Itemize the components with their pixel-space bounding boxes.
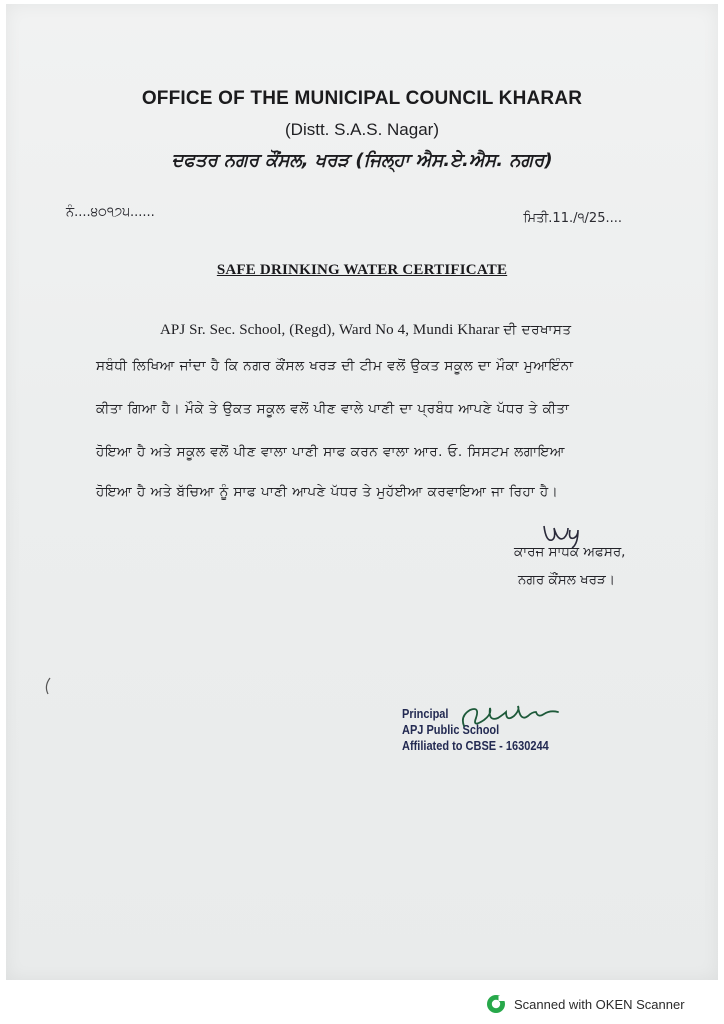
scan-mark (42, 676, 52, 696)
body-line-2: ਸਬੰਧੀ ਲਿਖਿਆ ਜਾਂਦਾ ਹੈ ਕਿ ਨਗਰ ਕੌਂਸਲ ਖਰੜ ਦੀ ਟੀਮ ਵਲੋਂ ਉਕਤ ਸਕੂਲ ਦਾ ਮੌਕਾ ਮੁਆਇੰਨਾ (96, 358, 574, 374)
district-subheading: (Distt. S.A.S. Nagar) (285, 120, 439, 139)
reference-number: ਨੰ....੪੦੧੭੫...... (66, 205, 155, 220)
punjabi-office-heading: ਦਫਤਰ ਨਗਰ ਕੌਂਸਲ, ਖਰੜ (ਜਿਲ੍ਹਾ ਐਸ.ਏ.ਐਸ. ਨਗਰ) (171, 150, 553, 171)
stamp-school-name: APJ Public School (402, 723, 500, 737)
body-line-1-english: APJ Sr. Sec. School, (Regd), Ward No 4, Mundi Kharar (160, 322, 500, 338)
stamp-principal: Principal (402, 707, 449, 721)
body-line-1-punjabi: ਦੀ ਦਰਖਾਸਤ (503, 322, 572, 338)
stamp-affiliation: Affiliated to CBSE - 1630244 (402, 739, 549, 753)
certificate-title: SAFE DRINKING WATER CERTIFICATE (216, 262, 508, 278)
body-line-1 (160, 322, 572, 339)
scanner-text: Scanned with OKEN Scanner (514, 996, 685, 1012)
office-heading: OFFICE OF THE MUNICIPAL COUNCIL KHARAR (141, 88, 583, 109)
body-line-5: ਹੋਇਆ ਹੈ ਅਤੇ ਬੱਚਿਆ ਨੂੰ ਸਾਫ ਪਾਣੀ ਆਪਣੇ ਪੱਧਰ ਤੇ ਮੁਹੱਈਆ ਕਰਵਾਇਆ ਜਾ ਰਿਹਾ ਹੈ। (96, 484, 559, 500)
scanner-watermark (486, 994, 685, 1014)
principal-signature (458, 698, 568, 734)
body-line-3: ਕੀਤਾ ਗਿਆ ਹੈ। ਮੌਕੇ ਤੇ ਉਕਤ ਸਕੂਲ ਵਲੋਂ ਪੀਣ ਵਾਲੇ ਪਾਣੀ ਦਾ ਪ੍ਰਬੰਧ ਆਪਣੇ ਪੱਧਰ ਤੇ ਕੀਤਾ (96, 401, 570, 417)
oken-logo-icon (486, 994, 506, 1014)
officer-office: ਨਗਰ ਕੌਂਸਲ ਖਰੜ। (518, 572, 615, 588)
issue-date: ਮਿਤੀ.11./੧/25.... (523, 211, 622, 226)
scanned-document-page (6, 4, 718, 980)
officer-designation: ਕਾਰਜ ਸਾਧਕ ਅਫਸਰ, (514, 544, 626, 560)
body-line-4: ਹੋਇਆ ਹੈ ਅਤੇ ਸਕੂਲ ਵਲੋਂ ਪੀਣ ਵਾਲਾ ਪਾਣੀ ਸਾਫ ਕਰਨ ਵਾਲਾ ਆਰ. ਓ. ਸਿਸਟਮ ਲਗਾਇਆ (96, 444, 565, 460)
